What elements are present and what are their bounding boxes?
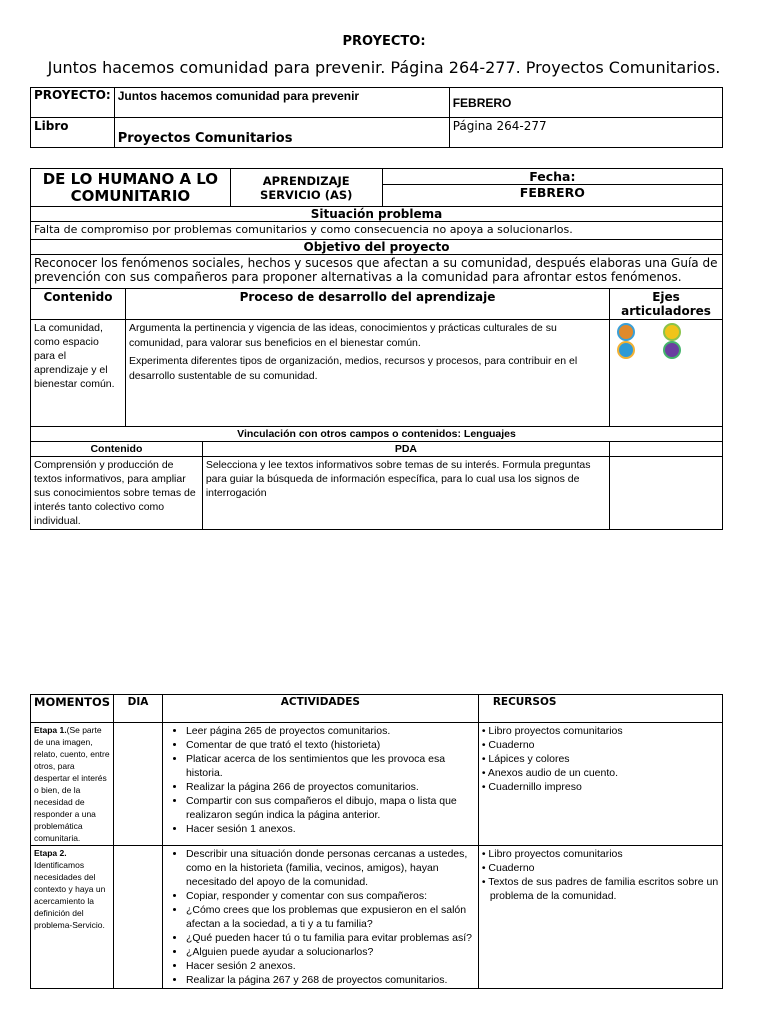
v-pda-header: PDA: [202, 442, 609, 457]
list-item: • Cuaderno: [481, 862, 535, 874]
vinculacion: Vinculación con otros campos o contenidos: Lenguajes: [31, 427, 723, 442]
situacion-label: Situación problema: [31, 207, 723, 222]
list-item: • Cuaderno: [481, 739, 535, 751]
proyecto-label: PROYECTO:: [31, 88, 115, 118]
etapa-desc: (Se parte de una imagen, relato, cuento, entre otros, para despertar el interés o bien, de la necesidad de responder a una problemática comunitaria.: [34, 725, 110, 843]
table-row: [31, 846, 723, 989]
list-item: • Libro proyectos comunitarios: [481, 725, 623, 737]
recursos-cell: [478, 723, 722, 846]
v-contenido-header: Contenido: [31, 442, 203, 457]
activities-table: [30, 694, 723, 989]
metodologia: APRENDIZAJE SERVICIO (AS): [230, 169, 382, 207]
project-heading: PROYECTO:: [342, 34, 426, 49]
list-item: • Comentar de que trató el texto (historieta): [186, 738, 475, 752]
libro-value: Proyectos Comunitarios: [114, 118, 449, 148]
list-item: • Leer página 265 de proyectos comunitarios.: [186, 724, 475, 738]
month-value: FEBRERO: [449, 88, 722, 118]
campo-formativo: DE LO HUMANO A LO COMUNITARIO: [31, 169, 231, 207]
actividades-header: ACTIVIDADES: [162, 695, 478, 723]
dia-cell: [114, 723, 163, 846]
inclusion-icon: [617, 323, 635, 341]
etapa-cell: [31, 846, 114, 989]
lectura-icon: [617, 341, 635, 359]
v-pda-text: Selecciona y lee textos informativos sobre temas de su interés. Formula preguntas para guiar la búsqueda de información específica, para lo cual usa los signos de interrogación: [202, 457, 609, 530]
situacion-text: Falta de compromiso por problemas comunitarios y como consecuencia no apoya a solucionarlos.: [31, 222, 723, 240]
v-empty-header: [610, 442, 723, 457]
objetivo-text: Reconocer los fenómenos sociales, hechos y sucesos que afectan a su comunidad, después elaboras una Guía de prevención con sus compañeros para proponer alternativas a la comunidad para afrontar estos fenómenos.: [31, 255, 723, 289]
list-item: • Realizar la página 267 y 268 de proyectos comunitarios.: [186, 973, 475, 987]
list-item: • Cuadernillo impreso: [481, 781, 582, 793]
list-item: • Copiar, responder y comentar con sus compañeros:: [186, 889, 475, 903]
project-info-table: [30, 87, 723, 148]
recursos-cell: [478, 846, 722, 989]
actividades-cell: [162, 846, 478, 989]
etapa-cell: [31, 723, 114, 846]
vida-saludable-icon: [663, 341, 681, 359]
recursos-header: RECURSOS: [478, 695, 722, 723]
list-item: • Libro proyectos comunitarios: [481, 848, 623, 860]
v-empty-cell: [610, 457, 723, 530]
objetivo-label: Objetivo del proyecto: [31, 240, 723, 255]
fecha-cell: [382, 169, 722, 207]
list-item: • ¿Cómo crees que los problemas que expusieron en el salón afectan a la sociedad, a ti y a tu familia?: [186, 903, 475, 931]
list-item: • Hacer sesión 1 anexos.: [186, 822, 475, 836]
list-item: • ¿Alguien puede ayudar a solucionarlos?: [186, 945, 475, 959]
proceso-paragraph-2: Experimenta diferentes tipos de organización, medios, recursos y procesos, para contribuir en el desarrollo sustentable de su comunidad.: [128, 355, 578, 382]
libro-label: Libro: [31, 118, 115, 148]
list-item: • Textos de sus padres de familia escritos sobre un problema de la comunidad.: [481, 876, 719, 902]
dia-header: DIA: [114, 695, 163, 723]
table-row: [31, 723, 723, 846]
list-item: • Realizar la página 266 de proyectos comunitarios.: [186, 780, 475, 794]
list-item: • Describir una situación donde personas cercanas a ustedes, como en la historieta (familia, vecinos, amigos), hayan necesitado del apoyo de la comunidad.: [186, 847, 475, 889]
ejes-icons: [613, 321, 719, 357]
proceso-paragraph-1: Argumenta la pertinencia y vigencia de las ideas, conocimientos y prácticas culturales de su comunidad, para valorar sus beneficios en el bienestar común.: [128, 322, 557, 349]
ejes-header: Ejes articuladores: [610, 289, 723, 320]
proyecto-value: Juntos hacemos comunidad para prevenir: [114, 88, 449, 118]
list-item: • Anexos audio de un cuento.: [481, 767, 619, 779]
list-item: • Hacer sesión 2 anexos.: [186, 959, 475, 973]
actividades-cell: [162, 723, 478, 846]
etapa-label: Etapa 2.: [34, 848, 67, 858]
project-subtitle: Juntos hacemos comunidad para prevenir. Página 264-277. Proyectos Comunitarios.: [47, 58, 721, 77]
list-item: • Lápices y colores: [481, 753, 570, 765]
page-reference: Página 264-277: [449, 118, 722, 148]
contenido-text: La comunidad, como espacio para el aprendizaje y el bienestar común.: [31, 320, 126, 427]
list-item: • ¿Qué pueden hacer tú o tu familia para evitar problemas así?: [186, 931, 475, 945]
list-item: • Platicar acerca de los sentimientos que les provoca esa historia.: [186, 752, 475, 780]
ejes-cell: [610, 320, 723, 427]
list-item: • Compartir con sus compañeros el dibujo, mapa o lista que realizaron según indica la página anterior.: [186, 794, 475, 822]
dia-cell: [114, 846, 163, 989]
v-contenido-text: Comprensión y producción de textos informativos, para ampliar sus conocimientos sobre temas de interés tanto colectivo como individual.: [31, 457, 203, 530]
fecha-value: FEBRERO: [519, 185, 585, 200]
momentos-header: MOMENTOS: [31, 695, 114, 723]
proceso-header: Proceso de desarrollo del aprendizaje: [125, 289, 609, 320]
contenido-header: Contenido: [31, 289, 126, 320]
fecha-label: Fecha:: [383, 169, 722, 185]
proceso-cell: [125, 320, 609, 427]
planning-table: [30, 168, 723, 530]
etapa-desc: Identificamos necesidades del contexto y haya un acercamiento la definición del problema-Servicio.: [34, 860, 106, 930]
etapa-label: Etapa 1.: [34, 725, 67, 735]
pensamiento-critico-icon: [663, 323, 681, 341]
